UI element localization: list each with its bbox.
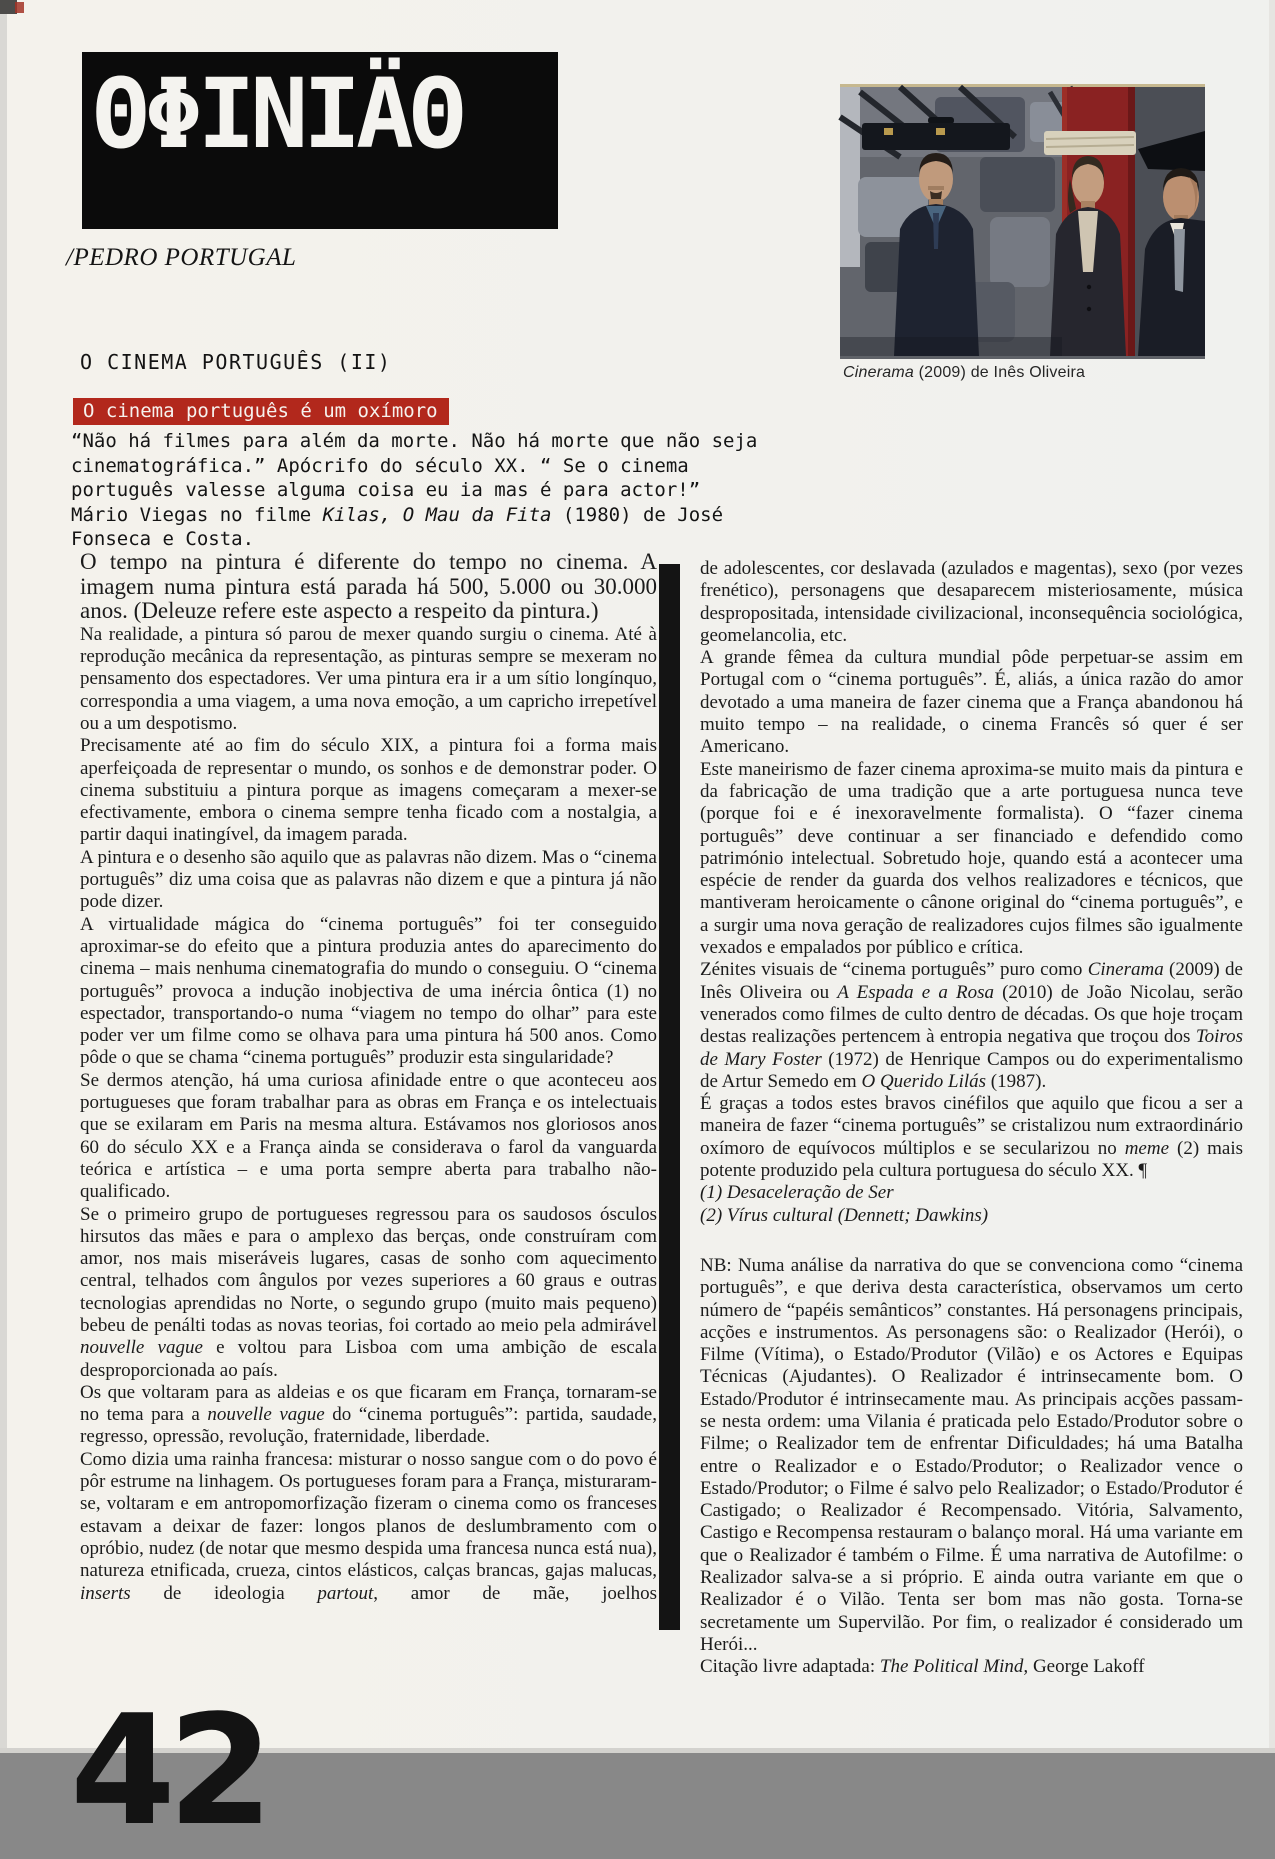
page-number: 42 bbox=[70, 1682, 266, 1859]
paragraph: Se o primeiro grupo de portugueses regressou para os saudosos ósculos hirsutos das mães e para o amplexo das berças, onde construíram com amor, nos mais miseráveis lugares, casas de sonho com aquecimento central, telhados com ângulos por vezes superiores a 60 graus e outras tecnologias aprendidas no Norte, o segundo grupo (muito mais pequeno) bebeu de penálti todas as novas teorias, foi cortado ao meio pela admirável nouvelle vague e voltou para Lisboa com uma ambição de escala desproporcionada ao país. bbox=[80, 1203, 657, 1381]
paragraph: (1) Desaceleração de Ser bbox=[700, 1182, 894, 1204]
paragraph: Como dizia uma rainha francesa: misturar o nosso sangue com o do povo é pôr estrume na linhagem. Os portugueses foram para a França, misturaram-se, voltaram e em antropomorfização fizeram o cinema como os franceses estavam a deixar de fazer: longos planos de deslumbramento com o opróbio, nudez (de notar que mesmo despida uma francesa nunca está nua), natureza etnificada, crueza, cintos elásticos, calças brancas, gajas malucas, inserts de ideologia partout, amor de mãe, joelhos bbox=[80, 1448, 657, 1604]
paragraph: de adolescentes, cor deslavada (azulados e magentas), sexo (por vezes frenético), personagens que desaparecem misteriosamente, música despropositada, intensidade civilizacional, inconsequência sociológica, geomelancolia, etc. bbox=[700, 558, 1243, 646]
scan-edge-left bbox=[0, 0, 7, 1753]
film-still-illustration bbox=[840, 87, 1205, 356]
scan-corner-red-mark bbox=[15, 2, 24, 13]
right-column bbox=[700, 558, 1243, 1679]
paragraph: Citação livre adaptada: The Political Mind, George Lakoff bbox=[700, 1656, 1145, 1678]
left-column bbox=[80, 550, 657, 1605]
paragraph: (2) Vírus cultural (Dennett; Dawkins) bbox=[700, 1204, 989, 1226]
masthead-title: ΘΦINIÄΘ bbox=[92, 58, 462, 170]
masthead-banner bbox=[82, 52, 558, 229]
photo-caption: Cinerama (2009) de Inês Oliveira bbox=[843, 364, 1086, 381]
paragraph: A virtualidade mágica do “cinema português” foi ter conseguido aproximar-se do efeito que a pintura produzia antes do aparecimento do cinema – mais nenhuma cinematografia do mundo o conseguiu. O “cinema português” provoca a indução inobjectiva de uma inércia ôntica (1) no espectador, transportando-o numa “viagem no tempo do olhar” para este poder ver um filme como se olhava para uma pintura há 500 anos. Como pôde o que se chama “cinema português” produzir esta singularidade? bbox=[80, 913, 657, 1069]
paragraph: Na realidade, a pintura só parou de mexer quando surgiu o cinema. Até à reprodução mecânica da representação, as pinturas sempre se mexeram no pensamento dos espectadores. Ver uma pintura era ir a um sítio longínquo, correspondia a uma viagem, a uma nova emoção, a um capricho irrepetível ou a um despotismo. bbox=[80, 623, 657, 734]
paragraph: Se dermos atenção, há uma curiosa afinidade entre o que aconteceu aos portugueses que foram trabalhar para as obras em França e os intelectuais que se exilaram em Paris na mesma altura. Estávamos nos gloriosos anos 60 do século XX e a França ainda se considerava o farol da vanguarda teórica e artística – e uma porta sempre aberta para trabalho não-qualificado. bbox=[80, 1069, 657, 1203]
column-divider bbox=[659, 564, 680, 1630]
man-with-black-object bbox=[1138, 131, 1205, 356]
scan-edge-right bbox=[1269, 0, 1275, 1753]
film-still-photo bbox=[840, 84, 1205, 359]
pull-quote: “Não há filmes para além da morte. Não há morte que não seja cinematográfica.” Apócrifo do século XX. “ Se o cinema português valesse alguma coisa eu ia mas é para actor!” Mário Viegas no filme Kilas, O Mau da Fita (1980) de José Fonseca e Costa. bbox=[71, 430, 758, 551]
paragraph: NB: Numa análise da narrativa do que se convenciona como “cinema português”, e que deriva desta característica, observamos um certo número de “papéis semânticos” constantes. Há personagens principais, acções e instrumentos. As personagens são: o Realizador (Herói), o Filme (Vítima), o Estado/Produtor (Vilão) e os Actores e Equipas Técnicas (Ajudantes). O Realizador é intrinsecamente bom. O Estado/Produtor é intrinsecamente mau. As principais acções passam-se nesta ordem: uma Vilania é praticada pelo Estado/Produtor sobre o Filme; o Realizador tem de enfrentar Dificuldades; há uma Batalha entre o Realizador e o Estado/Produtor; o Realizador vence o Estado/Produtor; o Filme é salvo pelo Realizador; o Estado/Produtor é Castigado; o Realizador é Recompensado. Vitória, Salvamento, Castigo e Recompensa restauram o balanço moral. Há uma variante em que o Realizador é também o Filme. É uma narrativa de Autofilme: o Realizador salva-se a si próprio. E ainda outra variante em que o Realizador é o Vilão. Tenta ser bom mas não gosta. Torna-se secretamente um Supervilão. Por fim, o realizador é considerado um Herói... bbox=[700, 1254, 1243, 1655]
paragraph: É graças a todos estes bravos cinéfilos que aquilo que ficou a ser a maneira de fazer “cinema português” se cristalizou num extraordinário oxímoro de equívocos múltiplos e se secularizou no meme (2) mais potente produzido pela cultura portuguesa do século XX. ¶ bbox=[700, 1093, 1243, 1182]
article-kicker: O CINEMA PORTUGUÊS (II) bbox=[80, 350, 392, 374]
foreground-shadow bbox=[840, 337, 1062, 356]
byline: /PEDRO PORTUGAL bbox=[66, 244, 297, 271]
paragraph: O tempo na pintura é diferente do tempo no cinema. A imagem numa pintura está parada há 500, 5.000 ou 30.000 anos. (Deleuze refere este aspecto a respeito da pintura.) bbox=[80, 549, 657, 624]
paragraph: Precisamente até ao fim do século XIX, a pintura foi a forma mais aperfeiçoada de representar o mundo, os sonhos e de demonstrar poder. O cinema substituiu a pintura porque as imagens começaram a mexer-se efectivamente, embora o cinema sempre tenha ficado com a nostalgia, a partir daqui inatingível, da imagem parada. bbox=[80, 735, 657, 846]
paragraph: A pintura e o desenho são aquilo que as palavras não dizem. Mas o “cinema português” diz uma coisa que as palavras não dizem e que a pintura já não pode dizer. bbox=[80, 846, 657, 913]
paragraph: Os que voltaram para as aldeias e os que ficaram em França, tornaram-se no tema para a nouvelle vague do “cinema português”: partida, saudade, regresso, opressão, revolução, fraternidade, liberdade. bbox=[80, 1381, 657, 1448]
highlight-bar: O cinema português é um oxímoro bbox=[73, 398, 449, 425]
paragraph: Este maneirismo de fazer cinema aproxima-se muito mais da pintura e da fabricação de uma tradição que a arte portuguesa nunca teve (porque foi e é inexoravelmente formalista). O “fazer cinema português” deve continuar a ser financiado e defendido como património intelectual. Sobretudo hoje, quando está a acontecer uma espécie de render da guarda dos velhos realizadores e técnicos, que mantiveram heroicamente o cânone original do “cinema português”, e a surgir uma nova geração de realizadores cujos filmes são igualmente vexados e empalados por público e crítica. bbox=[700, 758, 1243, 959]
paragraph: Zénites visuais de “cinema português” puro como Cinerama (2009) de Inês Oliveira ou A Espada e a Rosa (2010) de João Nicolau, serão venerados como filmes de culto dentro de décadas. Os que hoje troçam destas realizações pertencem à entropia negativa que troçou dos Toiros de Mary Foster (1972) de Henrique Campos ou do experimentalismo de Artur Semedo em O Querido Lilás (1987). bbox=[700, 959, 1243, 1092]
paragraph: A grande fêmea da cultura mundial pôde perpetuar-se assim em Portugal com o “cinema português”. É, aliás, a única razão do amor devotado a uma maneira de fazer cinema que a França abandonou há muito tempo – na realidade, o cinema Francês só quer é ser Americano. bbox=[700, 647, 1243, 758]
